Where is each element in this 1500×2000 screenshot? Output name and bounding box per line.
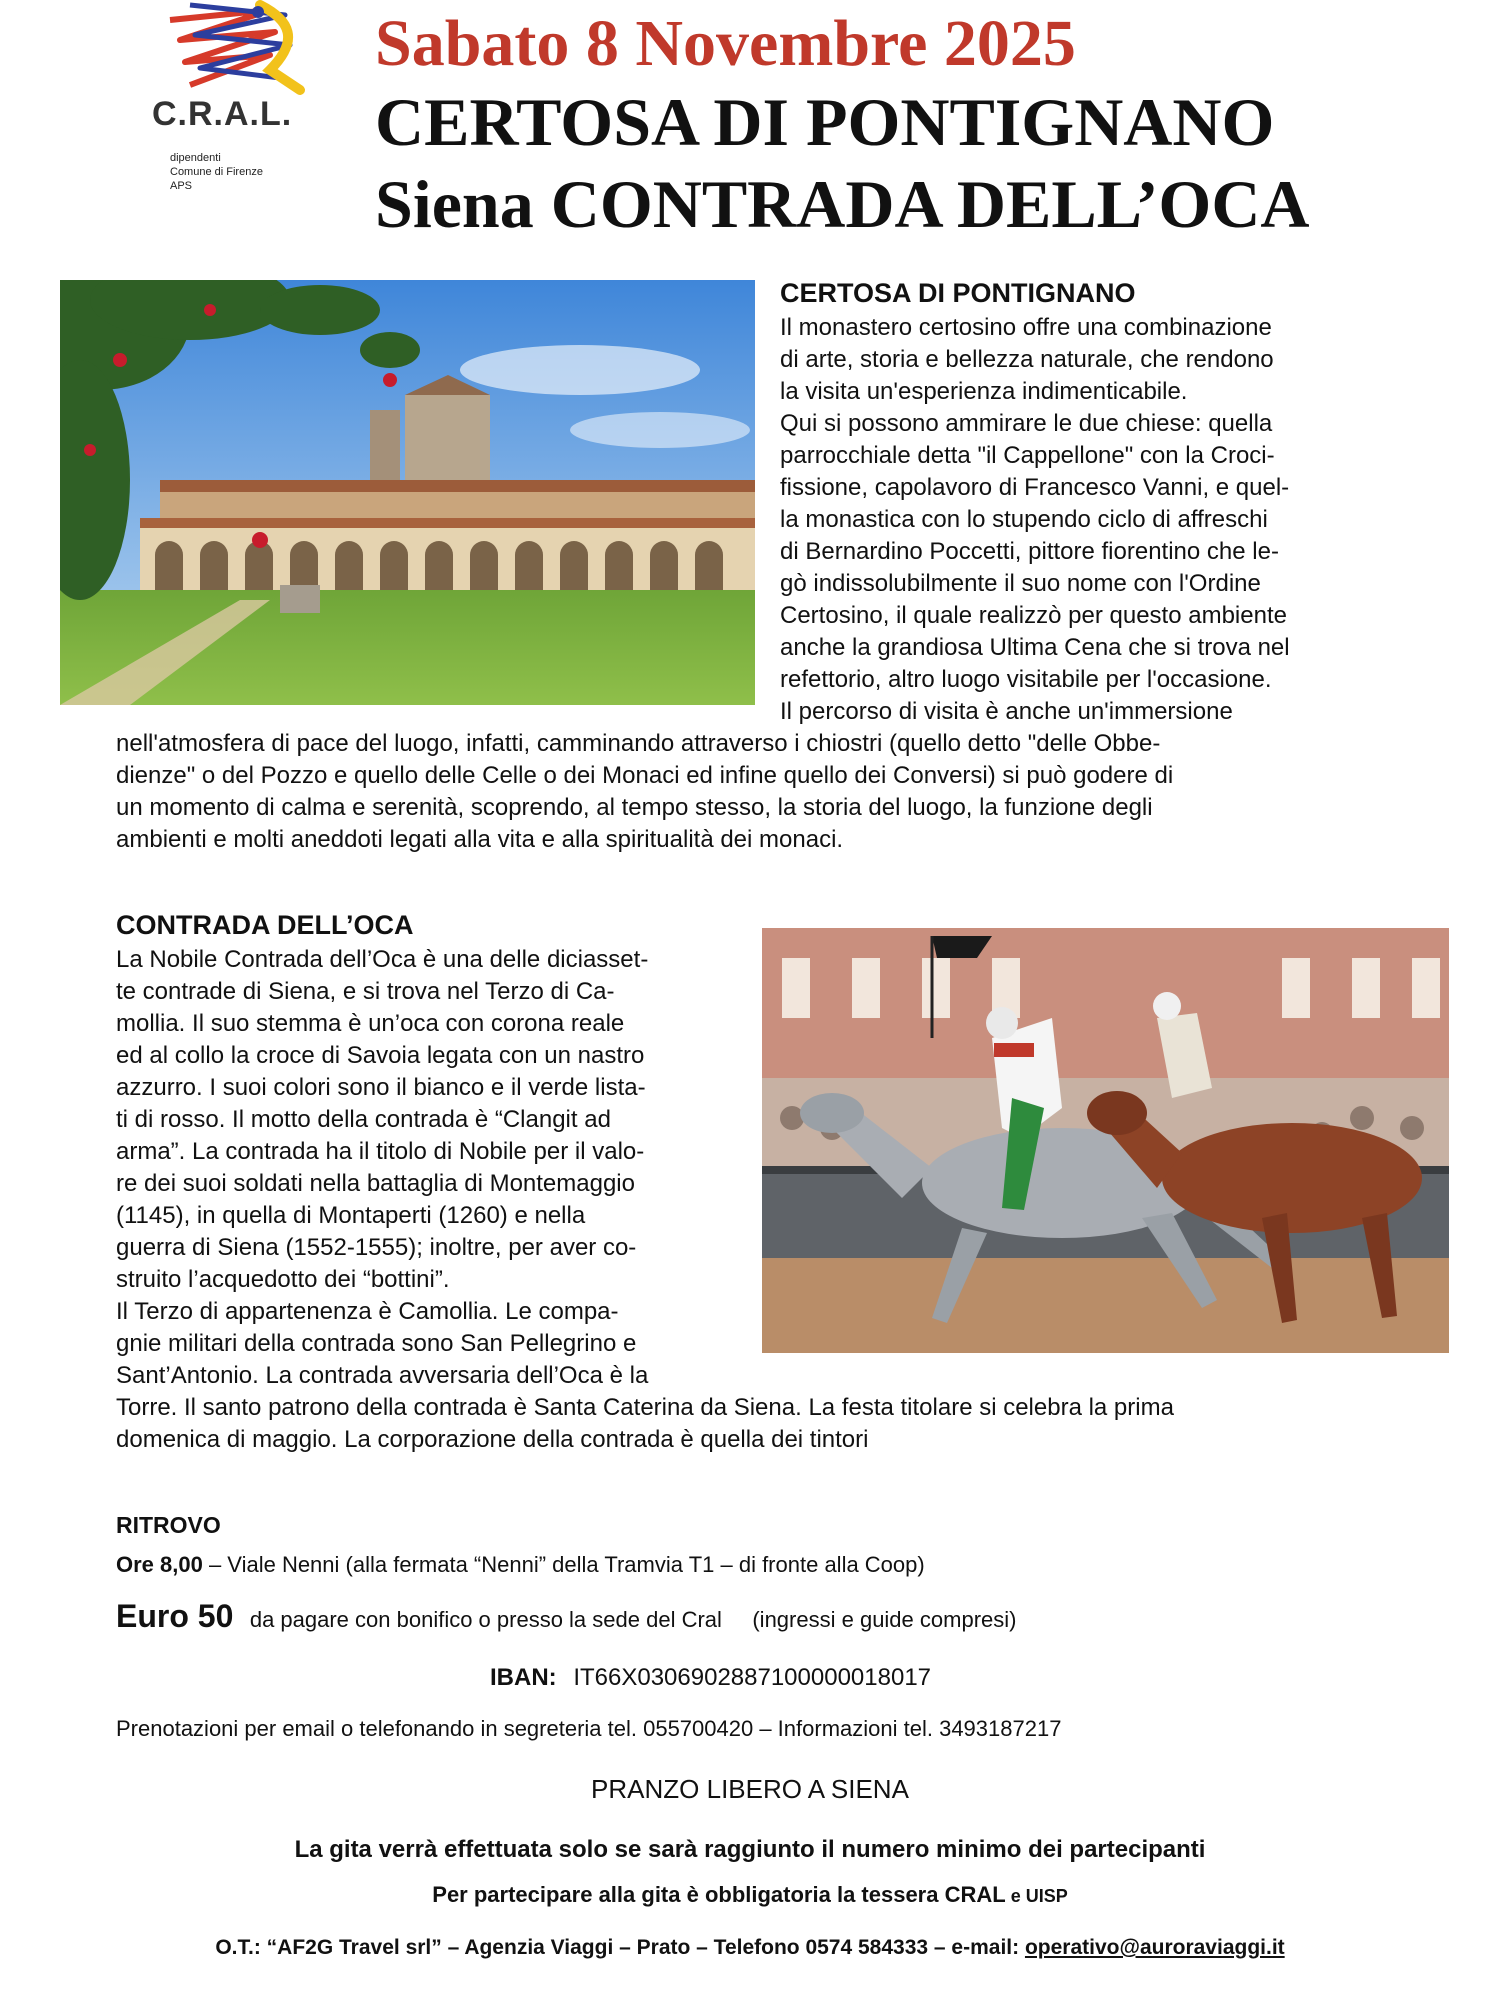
oca-line: ti di rosso. Il motto della contrada è “Clangit ad bbox=[116, 1106, 611, 1133]
prenotazioni-info: Prenotazioni per email o telefonando in segreteria tel. 055700420 – Informazioni tel. 3493187217 bbox=[116, 1716, 1062, 1741]
oca-line: Torre. Il santo patrono della contrada è Santa Caterina da Siena. La festa titolare si celebra la prima bbox=[116, 1394, 1174, 1421]
tessera-note bbox=[0, 1882, 1500, 1908]
footer-email-link[interactable]: operativo@auroraviaggi.it bbox=[1024, 1936, 1285, 1959]
certosa-line: dienze" o del Pozzo e quello delle Celle o dei Monaci ed infine quello dei Conversi) si può godere di bbox=[116, 762, 1174, 789]
certosa-line: Il monastero certosino offre una combinazione bbox=[780, 314, 1272, 341]
price-amount: Euro 50 bbox=[116, 1598, 234, 1634]
logo-sub-dipendenti: dipendenti bbox=[170, 152, 221, 164]
tessera-suffix: e UISP bbox=[1005, 1886, 1068, 1906]
certosa-line: la monastica con lo stupendo ciclo di affreschi bbox=[780, 506, 1268, 533]
certosa-line: anche la grandiosa Ultima Cena che si trova nel bbox=[780, 634, 1290, 661]
oca-line: Il Terzo di appartenenza è Camollia. Le compa- bbox=[116, 1298, 619, 1325]
oca-line: re dei suoi soldati nella battaglia di Montemaggio bbox=[116, 1170, 635, 1197]
certosa-line: di arte, storia e bellezza naturale, che rendono bbox=[780, 346, 1274, 373]
certosa-line: gò indissolubilmente il suo nome con l'Ordine bbox=[780, 570, 1261, 597]
certosa-photo bbox=[60, 280, 755, 705]
certosa-line: la visita un'esperienza indimenticabile. bbox=[780, 378, 1188, 405]
event-date: Sabato 8 Novembre 2025 bbox=[375, 7, 1076, 80]
ritrovo-line bbox=[116, 1552, 925, 1578]
title-line-1: CERTOSA DI PONTIGNANO bbox=[375, 84, 1275, 160]
certosa-text-full bbox=[116, 728, 1378, 856]
certosa-text-right bbox=[780, 312, 1378, 728]
ritrovo-title: RITROVO bbox=[116, 1512, 221, 1538]
certosa-line: Certosino, il quale realizzò per questo ambiente bbox=[780, 602, 1287, 629]
ritrovo-place: – Viale Nenni (alla fermata “Nenni” della Tramvia T1 – di fronte alla Coop) bbox=[202, 1552, 925, 1577]
pranzo-note: PRANZO LIBERO A SIENA bbox=[591, 1774, 909, 1804]
logo-sub-aps: APS bbox=[170, 180, 193, 192]
logo-sub-comune: Comune di Firenze bbox=[170, 166, 263, 178]
footer-text: O.T.: “AF2G Travel srl” – Agenzia Viaggi – Prato – Telefono 0574 584333 – e-mail: bbox=[215, 1936, 1025, 1959]
oca-text-full bbox=[116, 1392, 1378, 1456]
oca-line: Sant’Antonio. La contrada avversaria dell’Oca è la bbox=[116, 1362, 649, 1389]
palio-photo bbox=[762, 928, 1449, 1353]
certosa-line: parrocchiale detta "il Cappellone" con la Croci- bbox=[780, 442, 1275, 469]
minimum-participants-note: La gita verrà effettuata solo se sarà raggiunto il numero minimo dei partecipanti bbox=[294, 1836, 1206, 1863]
certosa-line: di Bernardino Poccetti, pittore fiorentino che le- bbox=[780, 538, 1279, 565]
oca-title: CONTRADA DELL’OCA bbox=[116, 910, 414, 940]
footer-agency bbox=[0, 1936, 1500, 1960]
oca-line: gnie militari della contrada sono San Pellegrino e bbox=[116, 1330, 637, 1357]
oca-line: struito l’acquedotto dei “bottini”. bbox=[116, 1266, 450, 1293]
cral-logo bbox=[150, 0, 325, 200]
certosa-line: Il percorso di visita è anche un'immersione bbox=[780, 698, 1233, 725]
logo-text: C.R.A.L. bbox=[152, 95, 293, 133]
oca-line: mollia. Il suo stemma è un’oca con corona reale bbox=[116, 1010, 625, 1037]
oca-line: guerra di Siena (1552-1555); inoltre, per aver co- bbox=[116, 1234, 637, 1261]
certosa-line: fissione, capolavoro di Francesco Vanni, e quel- bbox=[780, 474, 1290, 501]
price-payment: da pagare con bonifico o presso la sede del Cral bbox=[249, 1607, 722, 1632]
price-line bbox=[116, 1598, 1016, 1635]
oca-text-left bbox=[116, 944, 744, 1392]
tessera-main: Per partecipare alla gita è obbligatoria la tessera CRAL bbox=[432, 1882, 1006, 1907]
oca-line: (1145), in quella di Montaperti (1260) e nella bbox=[116, 1202, 586, 1229]
ritrovo-time: Ore 8,00 bbox=[116, 1552, 203, 1577]
oca-line: azzurro. I suoi colori sono il bianco e il verde lista- bbox=[116, 1074, 646, 1101]
certosa-line: Qui si possono ammirare le due chiese: quella bbox=[780, 410, 1273, 437]
oca-line: te contrade di Siena, e si trova nel Terzo di Ca- bbox=[116, 978, 615, 1005]
iban-line bbox=[490, 1664, 931, 1692]
iban-label: IBAN: bbox=[490, 1664, 557, 1691]
price-included: (ingressi e guide compresi) bbox=[752, 1607, 1017, 1632]
oca-line: La Nobile Contrada dell’Oca è una delle diciasset- bbox=[116, 946, 649, 973]
certosa-line: refettorio, altro luogo visitabile per l'occasione. bbox=[780, 666, 1272, 693]
certosa-line: un momento di calma e serenità, scoprendo, al tempo stesso, la storia del luogo, la funzione degli bbox=[116, 794, 1153, 821]
certosa-line: ambienti e molti aneddoti legati alla vita e alla spiritualità dei monaci. bbox=[116, 826, 844, 853]
certosa-line: nell'atmosfera di pace del luogo, infatti, camminando attraverso i chiostri (quello detto "delle Obbe- bbox=[116, 730, 1161, 757]
oca-line: ed al collo la croce di Savoia legata con un nastro bbox=[116, 1042, 645, 1069]
oca-line: domenica di maggio. La corporazione della contrada è quella dei tintori bbox=[116, 1426, 869, 1453]
oca-line: arma”. La contrada ha il titolo di Nobile per il valo- bbox=[116, 1138, 645, 1165]
certosa-title: CERTOSA DI PONTIGNANO bbox=[780, 278, 1136, 308]
title-line-2: Siena CONTRADA DELL’OCA bbox=[375, 166, 1310, 242]
iban-value[interactable]: IT66X0306902887100000018017 bbox=[573, 1664, 932, 1691]
